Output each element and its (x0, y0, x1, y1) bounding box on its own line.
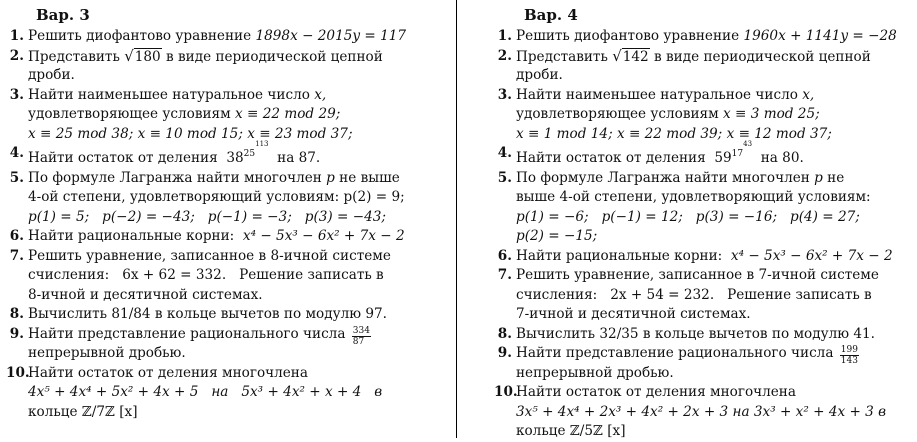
task-8: 8. Вычислить 32/35 в кольце вычетов по модулю 41. (497, 325, 875, 342)
power-expression: $59^{17^{43}}$ (714, 140, 753, 166)
task-5: 5. По формуле Лагранжа найти многочлен p не выше 4-ой степени, удовлетворяющий условиям: p(2) = 9; p(1) = 5; p(−2) = −43; p(−1) = −3; p(3) = −43; (9, 169, 405, 225)
variant-title: Вар. 4 (524, 6, 578, 24)
task-9: 9. Найти представление рационального числа $\frac{334}{87}$ непрерывной дробью. (9, 325, 370, 361)
task-6: 6. Найти рациональные корни: x⁴ − 5x³ − 6x² + 7x − 2 (9, 228, 405, 244)
task-3: 3. Найти наименьшее натуральное число x, удовлетворяющее условиям x ≡ 3 mod 25; x ≡ 1 mod 14; x ≡ 22 mod 39; x ≡ 12 mod 37; (497, 86, 832, 142)
task-10: 10. Найти остаток от деления многочлена 3x⁵ + 4x⁴ + 2x³ + 4x² + 2x + 3 на 3x³ + x² + 4x + 3 в кольце ℤ/5ℤ [x] (494, 384, 887, 439)
task-6: 6. Найти рациональные корни: x⁴ − 5x³ − 6x² + 7x − 2 (497, 247, 893, 264)
task-7: 7. Решить уравнение, записанное в 8-ичной системе счисления: 6x + 62 = 332. Решение записать в 8-ичной и десятичной системах. (9, 247, 391, 303)
task-2: 2. Представить √142 в виде периодической цепной дроби. (497, 46, 871, 83)
task-1: 1. Решить диофантово уравнение 1898x − 2015y = 117 (9, 28, 407, 44)
task-10: 10. Найти остаток от деления многочлена 4x⁵ + 4x⁴ + 5x² + 4x + 5 на 5x³ + 4x² + x + 4 в кольце ℤ/7ℤ [x] (6, 364, 383, 420)
task-1: 1. Решить диофантово уравнение 1960x + 1141y = −28 (497, 28, 897, 44)
task-9: 9. Найти представление рационального числа $\frac{199}{143}$ непрерывной дробью. (497, 345, 858, 381)
task-3: 3. Найти наименьшее натуральное число x, удовлетворяющее условиям x ≡ 22 mod 29; x ≡ 25 mod 38; x ≡ 10 mod 15; x ≡ 23 mod 37; (9, 86, 353, 142)
task-list (494, 27, 910, 442)
task-4: 4. Найти остаток от деления $59^{17^{43}}$ на 80. (497, 140, 804, 166)
task-2: 2. Представить √180 в виде периодической цепной дроби. (9, 46, 383, 83)
fraction: $\frac{199}{143}$ (840, 345, 858, 364)
fraction: $\frac{334}{87}$ (352, 325, 370, 344)
task-8: 8. Вычислить 81/84 в кольце вычетов по модулю 97. (9, 306, 387, 322)
task-list (6, 27, 426, 422)
task-4: 4. Найти остаток от деления $38^{25^{113}}$ на 87. (9, 140, 321, 166)
sqrt-expression: √142 (612, 46, 649, 65)
variant-3-column (6, 6, 426, 422)
task-5: 5. По формуле Лагранжа найти многочлен p не выше 4-ой степени, удовлетворяющий условиям: p(1) = −6; p(−1) = 12; p(3) = −16; p(4) = 27; p(2) = −15; (497, 169, 871, 244)
power-expression: $38^{25^{113}}$ (226, 140, 269, 166)
column-divider (456, 0, 457, 438)
sqrt-expression: √180 (124, 46, 161, 65)
variant-title: Вар. 3 (36, 6, 90, 24)
variant-4-column (494, 6, 910, 442)
task-7: 7. Решить уравнение, записанное в 7-ичной системе счисления: 2x + 54 = 232. Решение записать в 7-ичной и десятичной системах. (497, 267, 879, 322)
